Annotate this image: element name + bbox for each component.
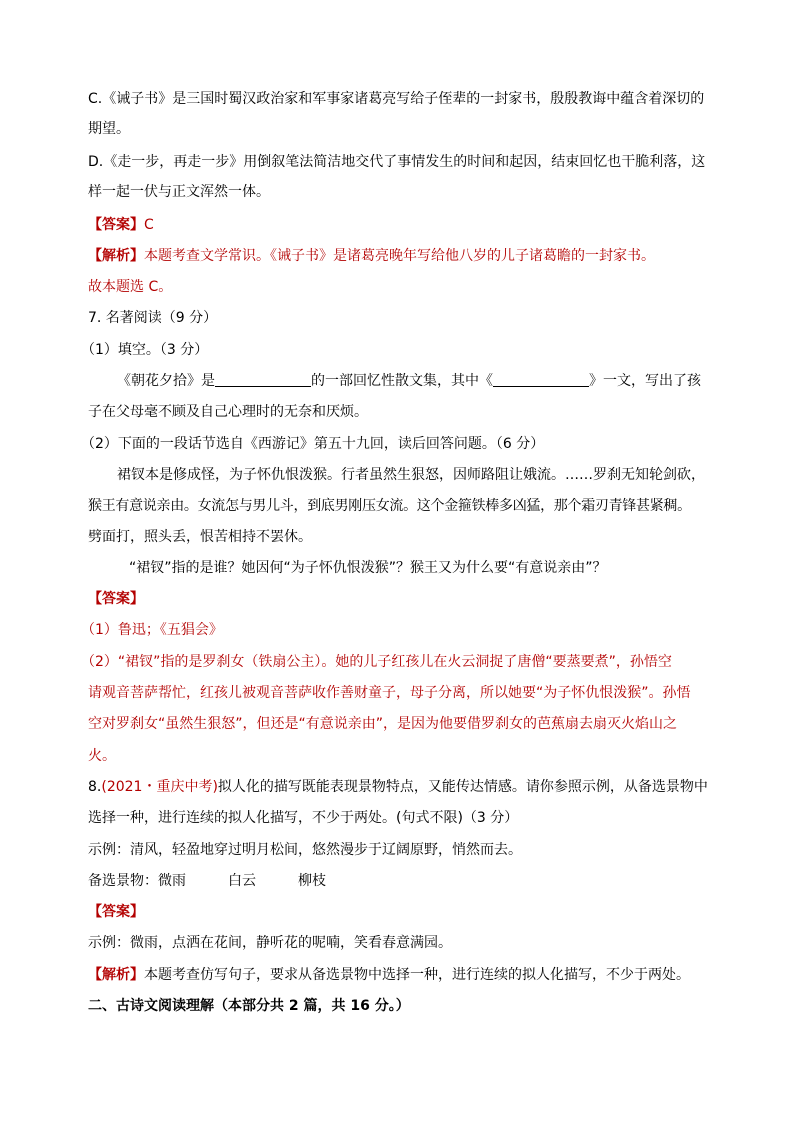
- q8-example: 示例：清风，轻盈地穿过明月松间，悠然漫步于辽阔原野，悄然而去。: [88, 842, 522, 858]
- q8-options: [88, 871, 326, 891]
- q6-analysis: [88, 246, 655, 266]
- q7-title: 7. 名著阅读（9 分）: [88, 310, 218, 326]
- analysis-text: 本题考查仿写句子，要求从备选景物中选择一种，进行连续的拟人化描写，不少于两处。: [144, 967, 690, 983]
- answer-tag: 【答案】: [88, 217, 144, 233]
- passage-line2: 猴王有意说亲由。女流怎与男儿斗，到底男刚压女流。这个金箍铁棒多凶猛，那个霜刃青锋甚紧稠。: [88, 498, 691, 514]
- option-cloud: 白云: [228, 873, 256, 889]
- option-willow: 柳枝: [298, 873, 326, 889]
- q7-question: “裙钗”指的是谁？她因何“为子怀仇恨泼猴”？猴王又为什么要“有意说亲由”？: [129, 560, 607, 576]
- analysis-tag: 【解析】: [88, 967, 144, 983]
- option-c-line1: C.《诫子书》是三国时蜀汉政治家和军事家诸葛亮写给子侄辈的一封家书，殷殷教诲中蕴含着深切的: [88, 91, 705, 107]
- q7-answer2-line1: （2）“裙钗”指的是罗刹女（铁扇公主）。她的儿子红孩儿在火云洞捉了唐僧“要蒸要煮”，孙悟空: [81, 654, 672, 670]
- q8-source: (2021・重庆中考): [101, 779, 218, 795]
- q7-answer2-line2: 请观音菩萨帮忙，红孩儿被观音菩萨收作善财童子，母子分离，所以她要“为子怀仇恨泼猴”。孙悟: [88, 685, 691, 701]
- option-d-line1: D.《走一步，再走一步》用倒叙笔法简洁地交代了事情发生的时间和起因，结束回忆也干脆利落，这: [88, 154, 706, 170]
- q8-analysis: [88, 965, 690, 985]
- q7-part1-title: （1）填空。（3 分）: [81, 342, 209, 358]
- q8-number: 8.: [88, 779, 102, 795]
- section-heading: 二、古诗文阅读理解（本部分共 2 篇，共 16 分。）: [88, 998, 410, 1014]
- q7-part1-line2: 子在父母毫不顾及自己心理时的无奈和厌烦。: [88, 404, 368, 420]
- q7-answer2-line4: 火。: [88, 748, 116, 764]
- q8-question-text: 拟人化的描写既能表现景物特点，又能传达情感。请你参照示例，从备选景物中: [217, 779, 708, 795]
- fill-text-a: 《朝花夕拾》是: [117, 373, 215, 389]
- blank-title[interactable]: [493, 372, 589, 387]
- option-c-line2: 期望。: [88, 121, 130, 137]
- analysis-text: 本题考查文学常识。《诫子书》是诸葛亮晚年写给他八岁的儿子诸葛瞻的一封家书。: [144, 248, 655, 264]
- answer-value: C: [144, 217, 154, 233]
- q6-answer: [88, 215, 154, 235]
- q7-part1-line1: [117, 371, 701, 391]
- q7-answer2-line3: 空对罗刹女“虽然生狠怒”，但还是“有意说亲由”，是因为他要借罗刹女的芭蕉扇去扇灭火焰山之: [88, 716, 678, 732]
- blank-author[interactable]: [215, 372, 311, 387]
- q8-answer: 示例：微雨，点洒在花间，静听花的呢喃，笑看春意满园。: [88, 935, 452, 951]
- q7-part2-title: （2）下面的一段话节选自《西游记》第五十九回，读后回答问题。（6 分）: [81, 436, 545, 452]
- q7-answer1: （1）鲁迅；《五猖会》: [81, 622, 223, 638]
- q7-answer-tag: 【答案】: [88, 591, 144, 607]
- passage-line1: 裙钗本是修成怪，为子怀仇恨泼猴。行者虽然生狠怒，因师路阻让娥流。……罗刹无知轮剑砍，: [117, 467, 705, 483]
- q8-answer-tag: 【答案】: [88, 904, 144, 920]
- q6-conclusion: 故本题选 C。: [88, 279, 173, 295]
- q8-line2: 选择一种，进行连续的拟人化描写，不少于两处。(句式不限)（3 分）: [88, 810, 519, 826]
- option-d-line2: 样一起一伏与正文浑然一体。: [88, 184, 270, 200]
- passage-line3: 劈面打，照头丢，恨苦相持不罢休。: [88, 529, 312, 545]
- fill-text-b: 的一部回忆性散文集，其中《: [311, 373, 493, 389]
- q8-line1: [88, 777, 708, 797]
- option-rain: 备选景物：微雨: [88, 873, 186, 889]
- analysis-tag: 【解析】: [88, 248, 144, 264]
- fill-text-c: 》一文，写出了孩: [589, 373, 701, 389]
